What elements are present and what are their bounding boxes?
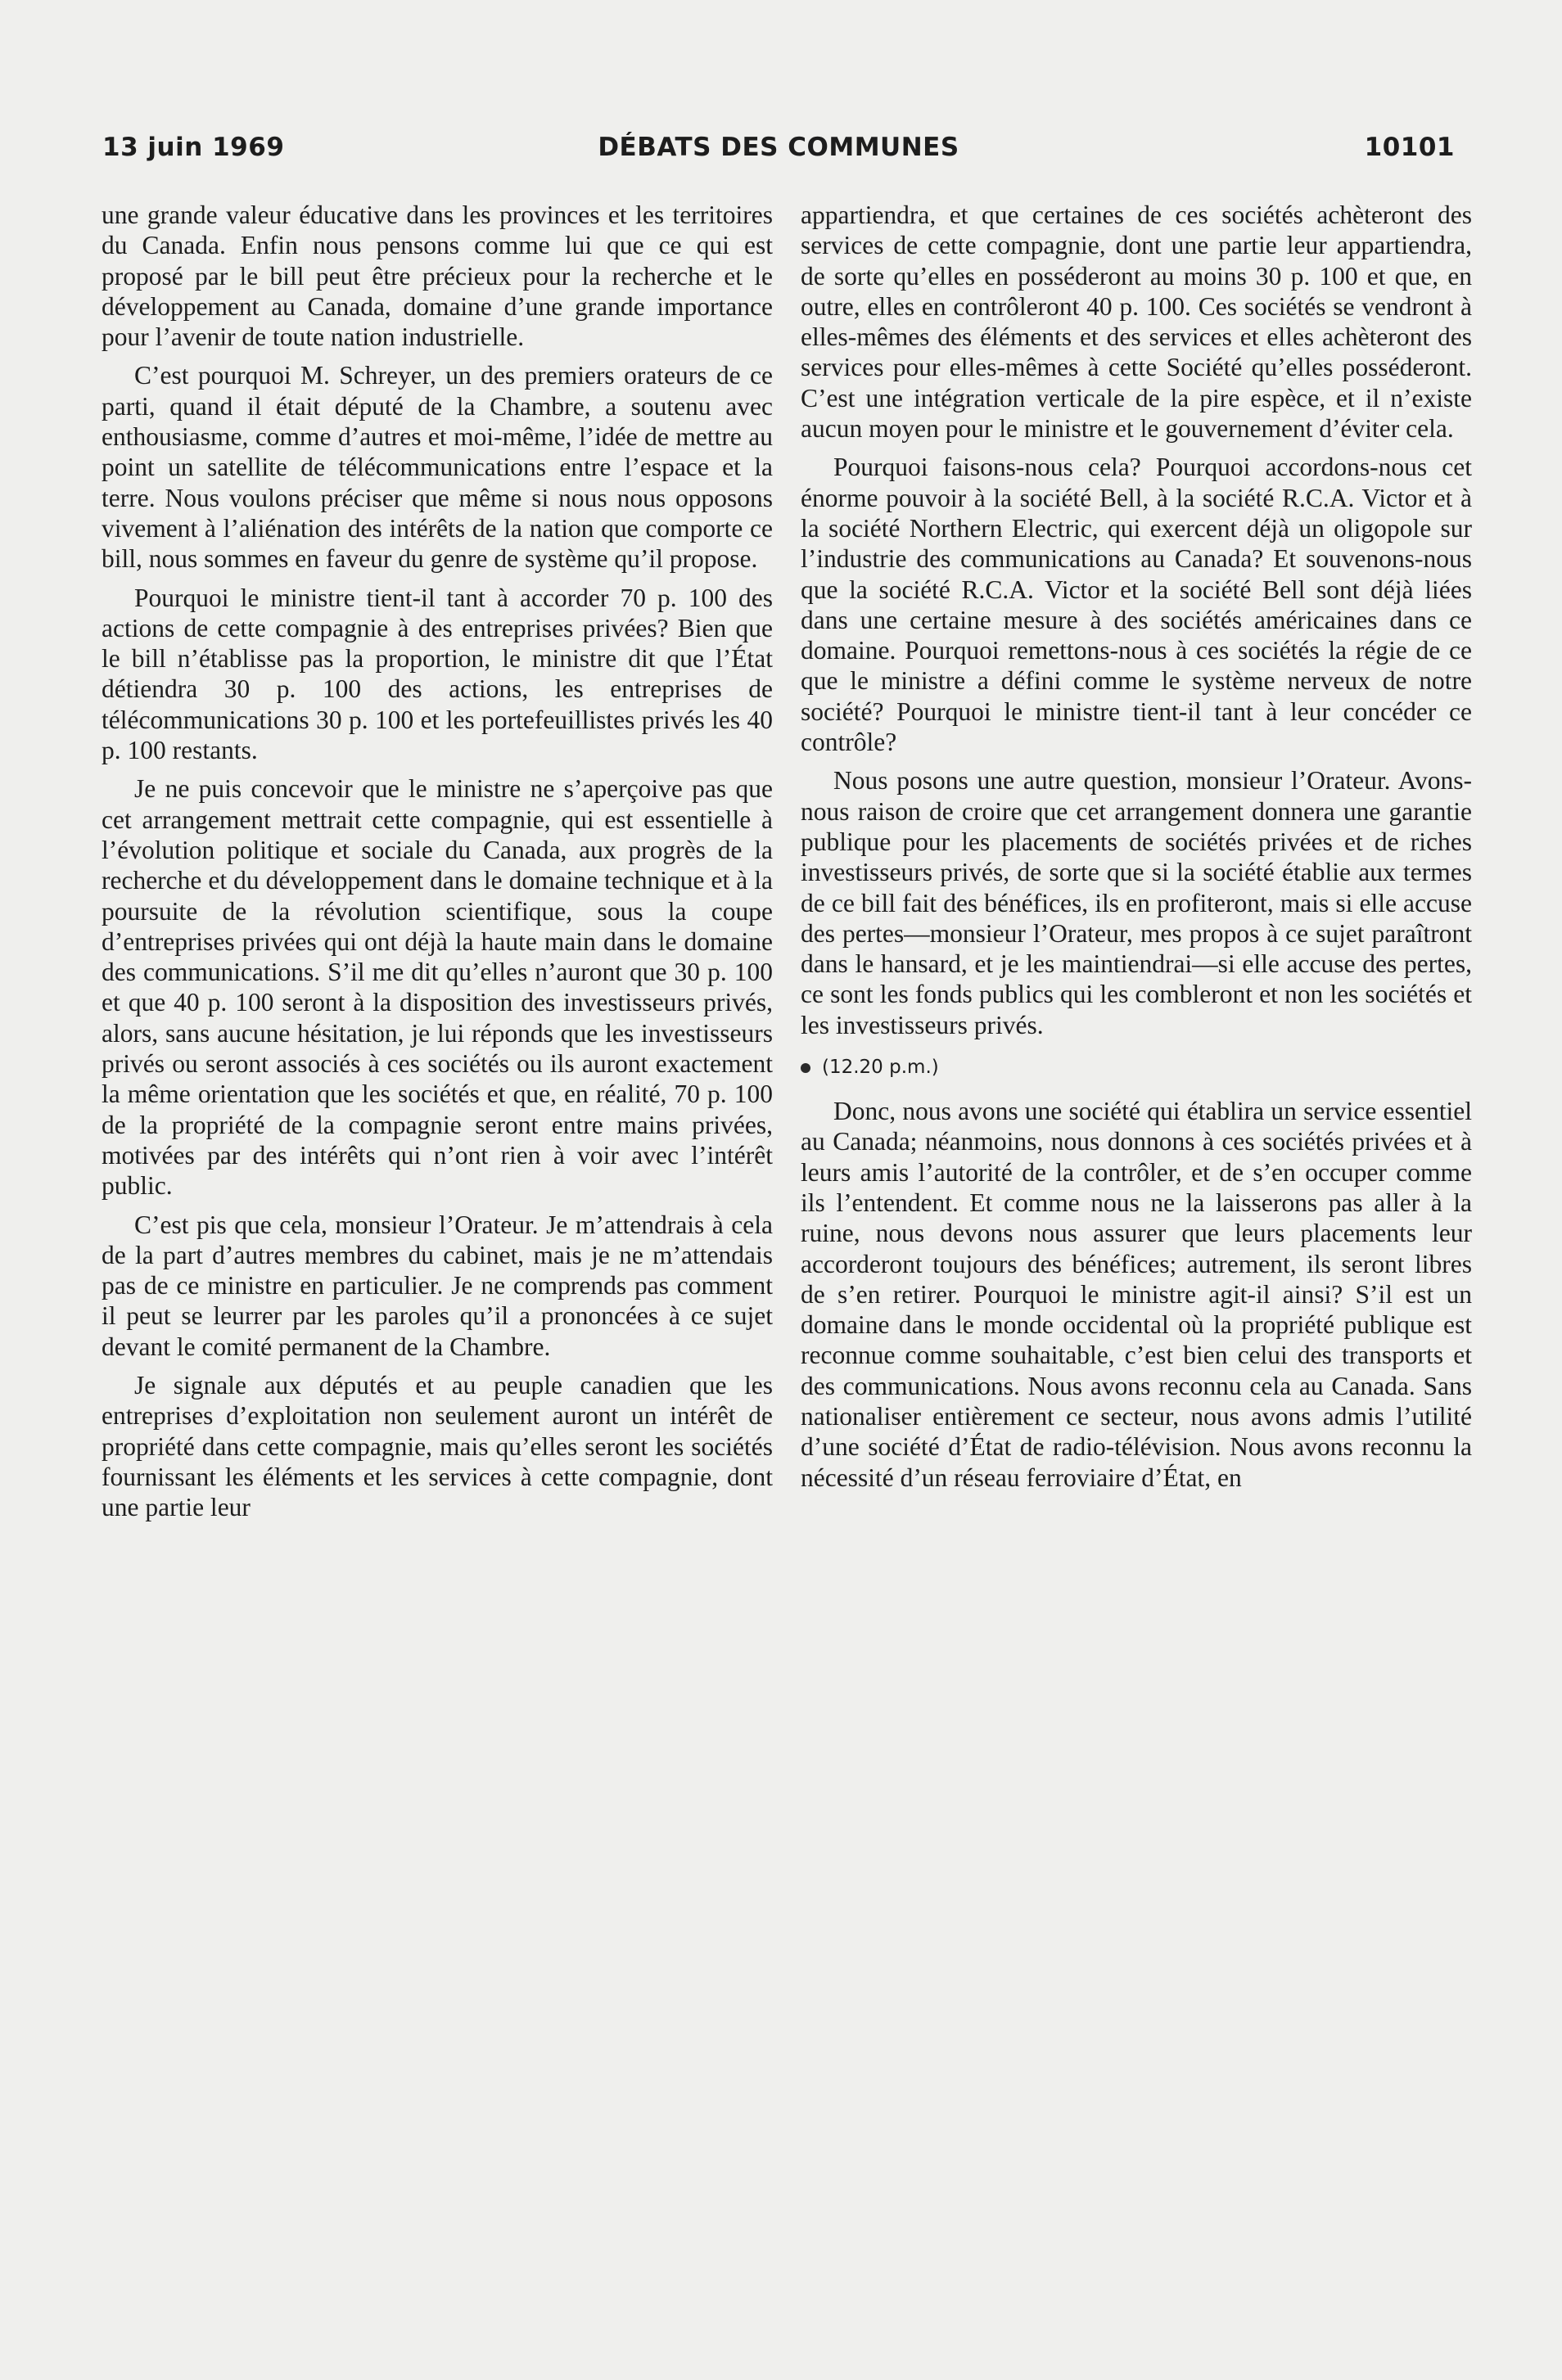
- paragraph: Pourquoi faisons-nous cela? Pourquoi accordons-nous cet énorme pouvoir à la société Bell, à la société R.C.A. Victor et à la société Northern Electric, qui exercent déjà un oligopole sur l’industrie des communications au Canada? Et souvenons-nous que la société R.C.A. Victor et la société Bell sont déjà liées dans une certaine mesure à des sociétés américaines dans ce domaine. Pourquoi remettons-nous à ces sociétés la régie de ce que le ministre a défini comme le système nerveux de notre société? Pourquoi le ministre tient-il tant à leur concéder ce contrôle?: [801, 453, 1472, 757]
- paragraph: Donc, nous avons une société qui établira un service essentiel au Canada; néanmoins, nous donnons à ces sociétés privées et à leurs amis l’autorité de la contrôler, et de s’en occuper comme ils l’entendent. Et comme nous ne la laisserons pas aller à la ruine, nous devons nous assurer que leurs placements leur accorderont toujours des bénéfices; autrement, ils seront libres de s’en retirer. Pourquoi le ministre agit-il ainsi? S’il est un domaine dans le monde occidental où la propriété publique est reconnue comme souhaitable, c’est bien celui des transports et des communications. Nous avons reconnu cela au Canada. Sans nationaliser entièrement ce secteur, nous avons admis l’utilité d’une société d’État de radio-télévision. Nous avons reconnu la nécessité d’un réseau ferroviaire d’État, en: [801, 1097, 1472, 1492]
- paragraph: C’est pourquoi M. Schreyer, un des premiers orateurs de ce parti, quand il était député de la Chambre, a soutenu avec enthousiasme, comme d’autres et moi-même, l’idée de mettre au point un satellite de télécommunications entre l’espace et la terre. Nous voulons préciser que même si nous nous opposons vivement à l’aliénation des intérêts de la nation que comporte ce bill, nous sommes en faveur du genre de système qu’il propose.: [102, 361, 773, 574]
- paragraph: Je ne puis concevoir que le ministre ne s’aperçoive pas que cet arrangement mettrait cette compagnie, qui est essentielle à l’évolution politique et sociale du Canada, aux progrès de la recherche et du développement dans le domaine technique et à la poursuite de la révolution scientifique, sous la coupe d’entreprises privées qui ont déjà la haute main dans le domaine des communications. S’il me dit qu’elles n’auront que 30 p. 100 et que 40 p. 100 seront à la disposition des investisseurs privés, alors, sans aucune hésitation, je lui réponds que les investisseurs privés ou seront associés à ces sociétés ou ils auront exactement la même orientation que les sociétés et que, en réalité, 70 p. 100 de la propriété de la compagnie seront entre mains privées, motivées par des intérêts qui n’ont rien à voir avec l’intérêt public.: [102, 774, 773, 1201]
- page-header: [102, 133, 1455, 169]
- timestamp: [801, 1055, 1472, 1080]
- paragraph: Nous posons une autre question, monsieur l’Orateur. Avons-nous raison de croire que cet arrangement donnera une garantie publique pour les placements de sociétés privées et de riches investisseurs privés, de sorte que si la société établie aux termes de ce bill fait des bénéfices, ils en profiteront, mais si elle accuse des pertes—monsieur l’Orateur, mes propos à ce sujet paraîtront dans le hansard, et je les maintiendrai—si elle accuse des pertes, ce sont les fonds publics qui les combleront et non les sociétés et les investisseurs privés.: [801, 766, 1472, 1039]
- header-page-number: 10101: [1364, 133, 1455, 162]
- header-date: 13 juin 1969: [102, 133, 285, 162]
- paragraph: une grande valeur éducative dans les provinces et les territoires du Canada. Enfin nous pensons comme lui que ce qui est proposé par le bill peut être précieux pour la recherche et le développement au Canada, domaine d’une grande importance pour l’avenir de toute nation industrielle.: [102, 201, 773, 352]
- paragraph: Je signale aux députés et au peuple canadien que les entreprises d’exploitation non seulement auront un intérêt de propriété dans cette compagnie, mais qu’elles seront les sociétés fournissant les éléments et les services à cette compagnie, dont une partie leur: [102, 1370, 773, 1522]
- right-column: [801, 200, 1472, 1501]
- bullet-icon: [801, 1063, 810, 1073]
- timestamp-text: (12.20 p.m.): [822, 1057, 939, 1079]
- paragraph: C’est pis que cela, monsieur l’Orateur. Je m’attendrais à cela de la part d’autres membres du cabinet, mais je ne m’attendais pas de ce ministre en particulier. Je ne comprends pas comment il peut se leurrer par les paroles qu’il a prononcées à ce sujet devant le comité permanent de la Chambre.: [102, 1210, 773, 1361]
- left-column: [102, 200, 773, 1530]
- paragraph: appartiendra, et que certaines de ces sociétés achèteront des services de cette compagnie, dont une partie leur appartiendra, de sorte qu’elles en posséderont au moins 30 p. 100 et que, en outre, elles en contrôleront 40 p. 100. Ces sociétés se vendront à elles-mêmes des éléments et des services et elles achèteront des services pour elles-mêmes à cette Société qu’elles posséderont. C’est une intégration verticale de la pire espèce, et il n’existe aucun moyen pour le ministre et le gouvernement d’éviter cela.: [801, 201, 1472, 444]
- header-title: DÉBATS DES COMMUNES: [598, 133, 959, 162]
- paragraph: Pourquoi le ministre tient-il tant à accorder 70 p. 100 des actions de cette compagnie à des entreprises privées? Bien que le bill n’établisse pas la proportion, le ministre dit que l’État détiendra 30 p. 100 des actions, les entreprises de télécommunications 30 p. 100 et les portefeuillistes privés les 40 p. 100 restants.: [102, 583, 773, 765]
